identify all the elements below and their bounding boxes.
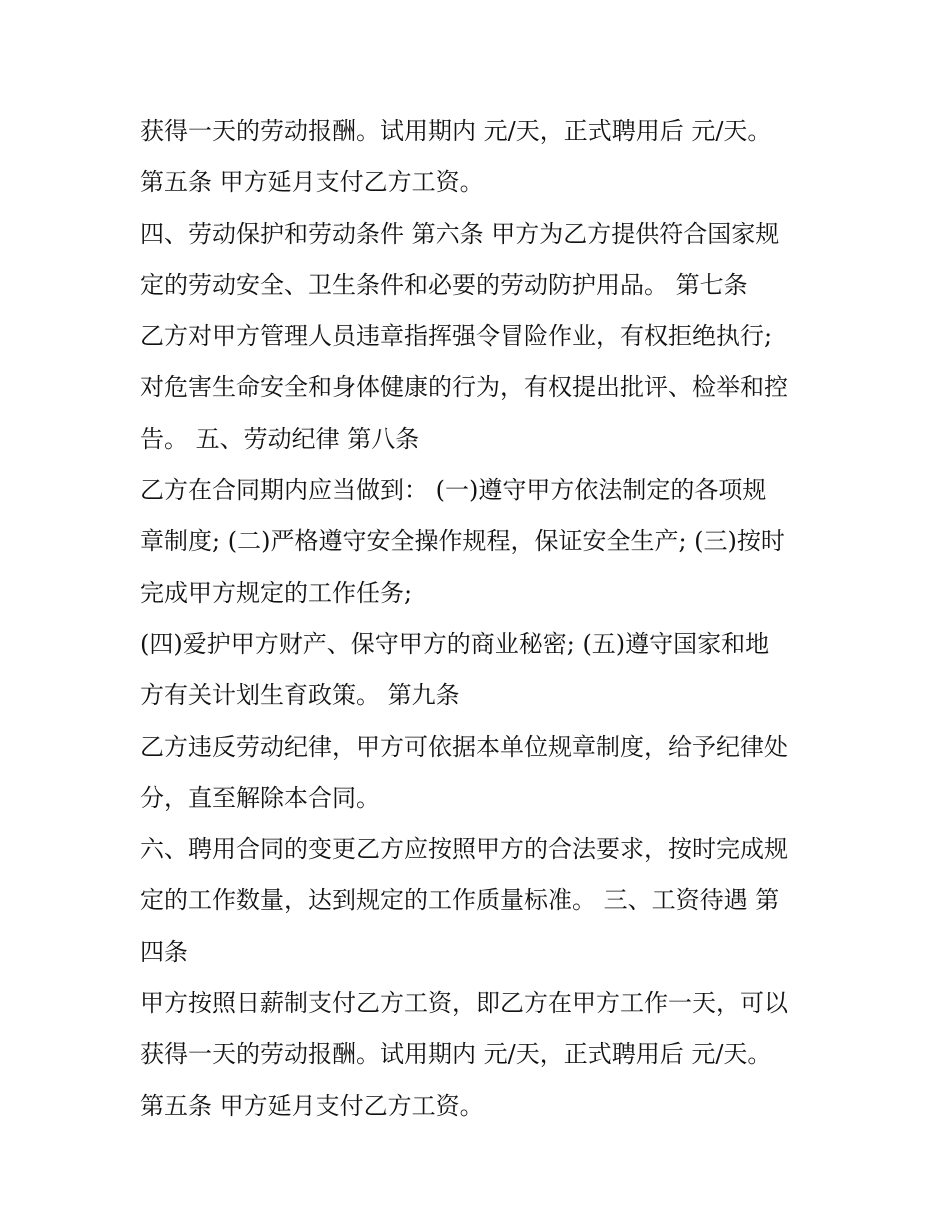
text-line: 完成甲方规定的工作任务;	[140, 578, 413, 607]
text-line: 乙方违反劳动纪律，甲方可依据本单位规章制度，给予纪律处	[140, 732, 788, 761]
contract-text	[140, 106, 830, 1132]
text-line: 第五条 甲方延月支付乙方工资。	[140, 168, 484, 197]
text-line: 获得一天的劳动报酬。试用期内 元/天，正式聘用后 元/天。	[140, 1040, 772, 1069]
text-line: 甲方按照日薪制支付乙方工资，即乙方在甲方工作一天，可以	[140, 989, 788, 1018]
text-line: 六、聘用合同的变更乙方应按照甲方的合法要求，按时完成规	[140, 835, 788, 864]
text-line: 定的劳动安全、卫生条件和必要的劳动防护用品。 第七条	[140, 270, 748, 299]
text-line: 四条	[140, 937, 188, 966]
text-line: 第五条 甲方延月支付乙方工资。	[140, 1091, 484, 1120]
text-line: 定的工作数量，达到规定的工作质量标准。 三、工资待遇 第	[140, 886, 780, 915]
text-line: (四)爱护甲方财产、保守甲方的商业秘密; (五)遵守国家和地	[140, 629, 770, 658]
text-line: 方有关计划生育政策。 第九条	[140, 681, 460, 710]
text-line: 告。 五、劳动纪律 第八条	[140, 424, 420, 453]
text-line: 章制度; (二)严格遵守安全操作规程，保证安全生产; (三)按时	[140, 527, 785, 556]
text-line: 四、劳动保护和劳动条件 第六条 甲方为乙方提供符合国家规	[140, 219, 780, 248]
text-line: 乙方对甲方管理人员违章指挥强令冒险作业，有权拒绝执行;	[140, 322, 773, 351]
text-line: 乙方在合同期内应当做到： (一)遵守甲方依法制定的各项规	[140, 476, 767, 505]
text-line: 分，直至解除本合同。	[140, 783, 380, 812]
text-line: 获得一天的劳动报酬。试用期内 元/天，正式聘用后 元/天。	[140, 117, 772, 145]
text-line: 对危害生命安全和身体健康的行为，有权提出批评、检举和控	[140, 373, 788, 402]
